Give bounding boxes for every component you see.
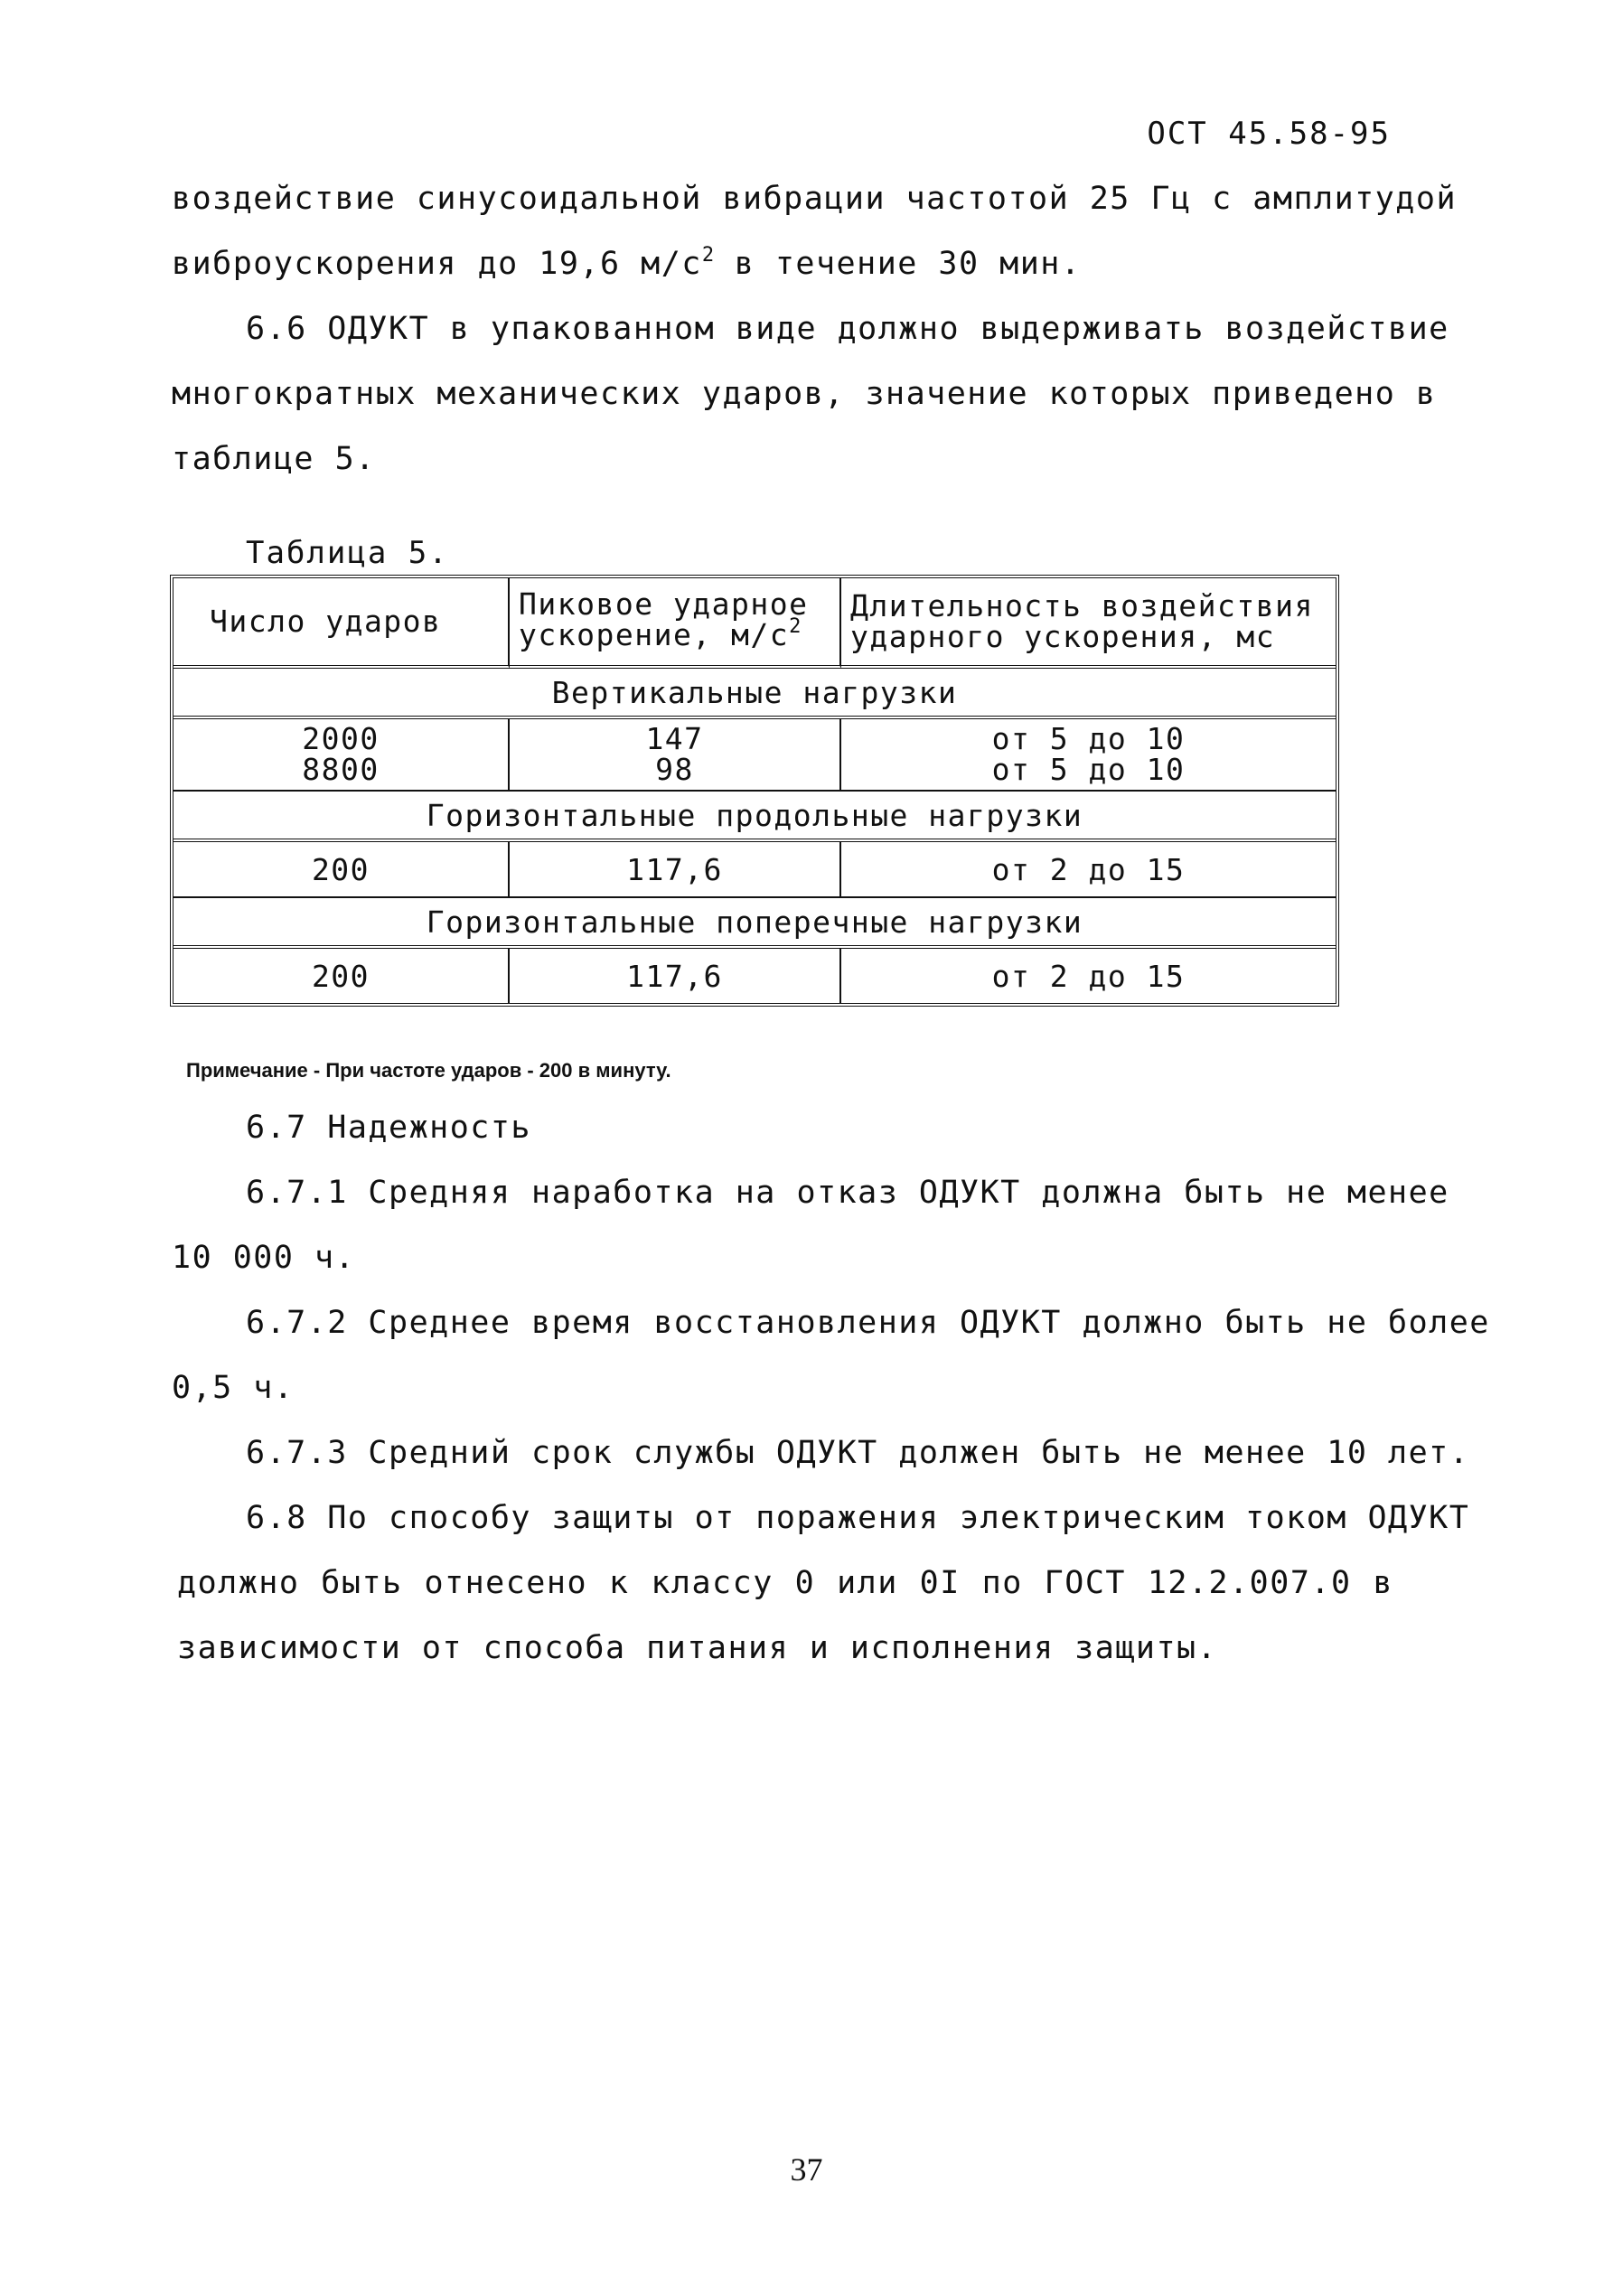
- cell-value: 98: [655, 752, 694, 787]
- paragraph-line: 10 000 ч.: [172, 1240, 356, 1276]
- header-cell-count: Число ударов: [173, 578, 510, 669]
- paragraph-line: 6.7.2 Среднее время восстановления ОДУКТ должно быть не более: [246, 1305, 1490, 1341]
- accel-cell: 117,6: [510, 949, 841, 1003]
- duration-cell: от 2 до 15: [841, 842, 1336, 898]
- paragraph-line: 6.8 По способу защиты от поражения электрическим током ОДУКТ: [246, 1500, 1470, 1536]
- header-text: Пиковое ударное: [519, 586, 809, 622]
- cell-value: от 5 до 10: [991, 721, 1186, 756]
- cell-value: от 5 до 10: [991, 752, 1186, 787]
- table-caption: Таблица 5.: [246, 535, 449, 571]
- count-cell: 200: [173, 842, 510, 898]
- paragraph-line: [172, 246, 1081, 282]
- accel-cell: [510, 719, 841, 792]
- duration-cell: [841, 719, 1336, 792]
- paragraph-line: зависимости от способа питания и исполнения защиты.: [177, 1630, 1218, 1666]
- section-title: Горизонтальные поперечные нагрузки: [173, 898, 1336, 949]
- count-cell: 200: [173, 949, 510, 1003]
- header-text: ударного ускорения, мс: [850, 619, 1276, 654]
- text-fragment: в течение 30 мин.: [714, 246, 1082, 282]
- paragraph-line: 6.7.1 Средняя наработка на отказ ОДУКТ должна быть не менее: [246, 1175, 1449, 1211]
- paragraph-line: должно быть отнесено к классу 0 или 0I по ГОСТ 12.2.007.0 в: [177, 1565, 1393, 1601]
- accel-cell: 117,6: [510, 842, 841, 898]
- text-fragment: ускорение, м/с: [519, 616, 790, 652]
- cell-value: 8800: [302, 752, 380, 787]
- section-title: Горизонтальные продольные нагрузки: [173, 792, 1336, 842]
- superscript: 2: [701, 244, 715, 267]
- paragraph-line: 6.7.3 Средний срок службы ОДУКТ должен быть не менее 10 лет.: [246, 1435, 1470, 1471]
- table-row: [173, 842, 1336, 898]
- page-number: 37: [790, 2151, 823, 2188]
- superscript: 2: [789, 614, 802, 638]
- table-section-row: [173, 669, 1336, 719]
- header-cell-duration: [841, 578, 1336, 669]
- text-fragment: виброускорения до 19,6 м/с: [172, 246, 702, 282]
- paragraph-line: воздействие синусоидальной вибрации частотой 25 Гц с амплитудой: [172, 181, 1458, 217]
- cell-value: 147: [645, 721, 704, 756]
- header-cell-accel: [510, 578, 841, 669]
- table-section-row: [173, 898, 1336, 949]
- paragraph-line: 6.6 ОДУКТ в упакованном виде должно выдерживать воздействие: [246, 311, 1449, 347]
- table-section-row: [173, 792, 1336, 842]
- shock-table: [170, 575, 1339, 1007]
- table-note: Примечание - При частоте ударов - 200 в минуту.: [186, 1059, 671, 1082]
- section-title: Вертикальные нагрузки: [173, 669, 1336, 719]
- table-row: [173, 949, 1336, 1003]
- table-header-row: [173, 578, 1336, 669]
- header-text: [519, 614, 830, 655]
- section-heading: 6.7 Надежность: [246, 1110, 532, 1146]
- count-cell: [173, 719, 510, 792]
- table-row: [173, 719, 1336, 792]
- document-code: ОСТ 45.58-95: [1147, 116, 1391, 152]
- duration-cell: от 2 до 15: [991, 958, 1186, 994]
- paragraph-line: многократных механических ударов, значение которых приведено в: [172, 376, 1437, 412]
- paragraph-line: 0,5 ч.: [172, 1370, 295, 1406]
- paragraph-line: таблице 5.: [172, 441, 376, 477]
- header-text: Длительность воздействия: [850, 588, 1314, 623]
- cell-value: 2000: [302, 721, 380, 756]
